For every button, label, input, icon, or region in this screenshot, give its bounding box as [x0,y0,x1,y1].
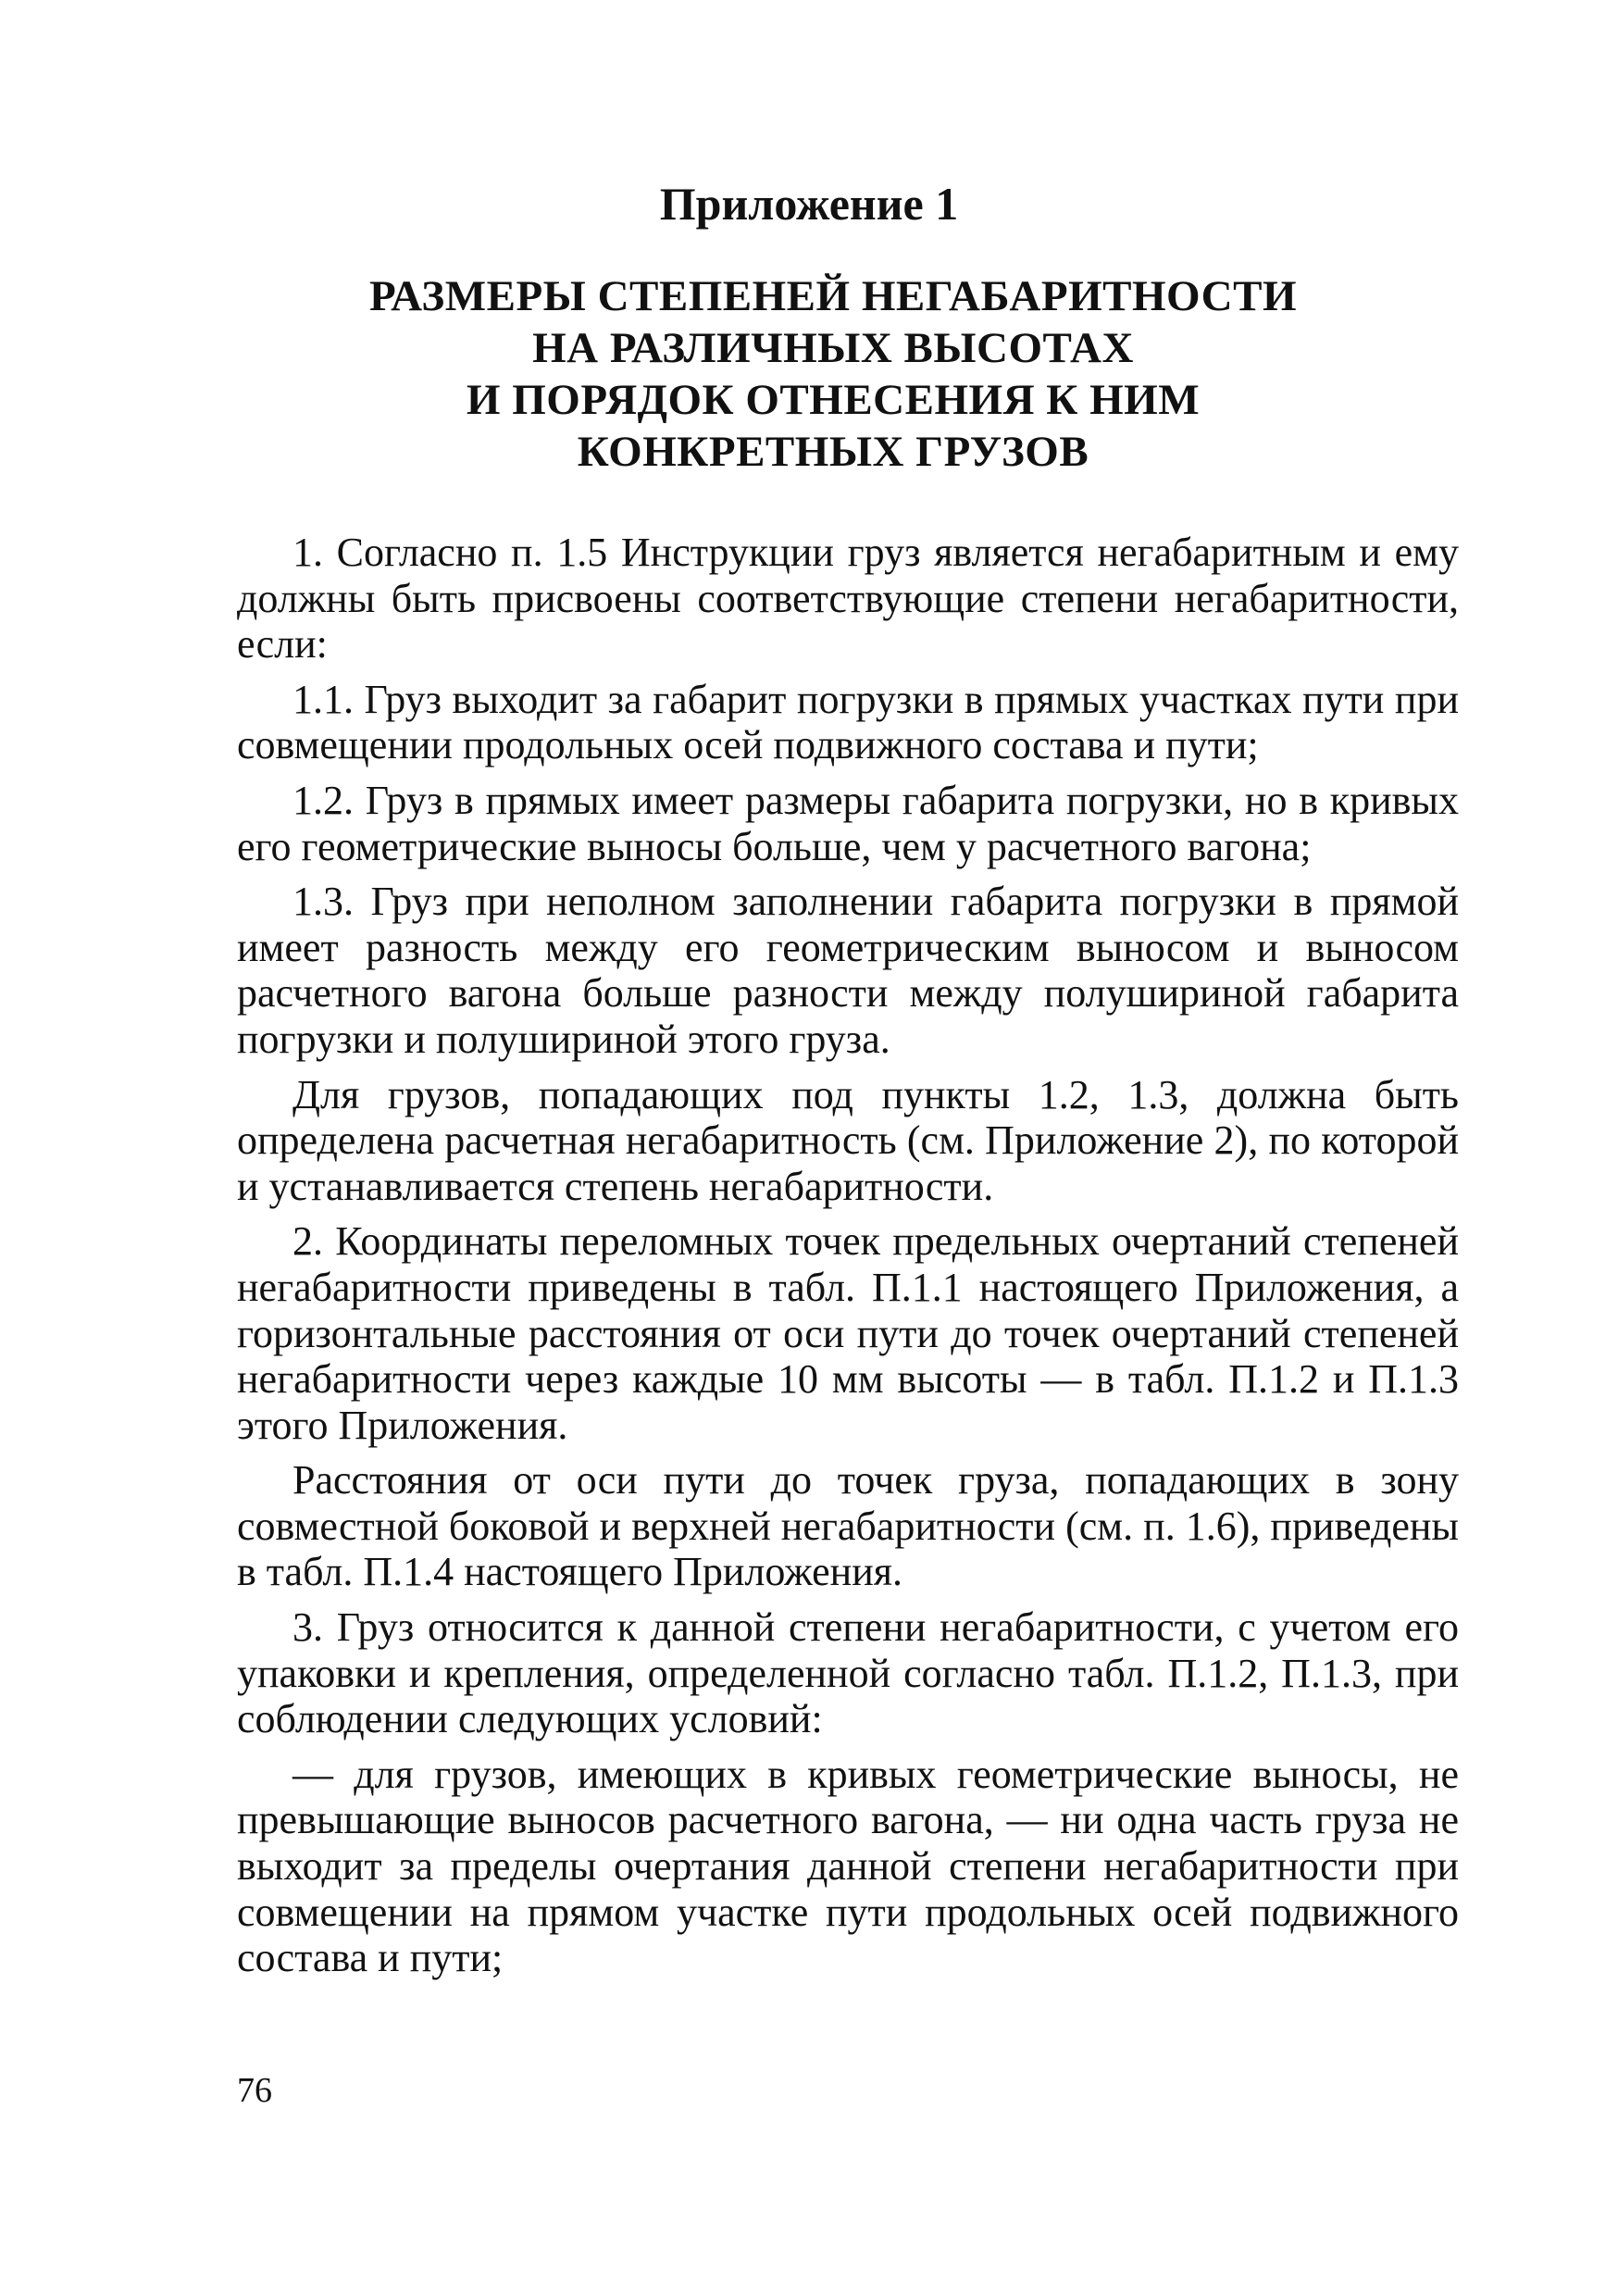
paragraph-condition: — для грузов, имеющих в кривых геометрические выносы, не превышающие выносов расчетного вагона, — ни одна часть груза не выходит за пределы очертания данной степени негабаритности при совмещении на прямом участке пути продольных осей подвижного состава и пути; [237,1751,1459,1981]
heading-line: НА РАЗЛИЧНЫХ ВЫСОТАХ [532,324,1134,372]
paragraph-distances: Расстояния от оси пути до точек груза, попадающих в зону совместной боковой и верхней негабаритности (см. п. 1.6), приведены в табл. П.1.4 настоящего Приложения. [237,1457,1459,1595]
main-heading [278,270,1388,478]
paragraph-3: 3. Груз относится к данной степени негабаритности, с учетом его упаковки и крепления, определенной согласно табл. П.1.2, П.1.3, при соблюдении следующих условий: [237,1604,1459,1742]
page-number: 76 [237,2071,272,2110]
heading-line: КОНКРЕТНЫХ ГРУЗОВ [577,428,1089,476]
paragraph-1-1: 1.1. Груз выходит за габарит погрузки в прямых участках пути при совмещении продольных осей подвижного состава и пути; [237,676,1459,768]
body-text [237,530,1459,1990]
paragraph-1-3: 1.3. Груз при неполном заполнении габарита погрузки в прямой имеет разность между его геометрическим выносом и выносом расчетного вагона больше разности между полушириной габарита погрузки и полушириной этого груза. [237,879,1459,1062]
heading-line: РАЗМЕРЫ СТЕПЕНЕЙ НЕГАБАРИТНОСТИ [368,272,1298,320]
paragraph-1-2: 1.2. Груз в прямых имеет размеры габарита погрузки, но в кривых его геометрические выносы больше, чем у расчетного вагона; [237,777,1459,869]
appendix-title: Приложение 1 [659,178,959,230]
paragraph-2: 2. Координаты переломных точек предельных очертаний степеней негабаритности приведены в табл. П.1.1 настоящего Приложения, а горизонтальные расстояния от оси пути до точек очертаний степеней негабаритности через каждые 10 мм высоты — в табл. П.1.2 и П.1.3 этого Приложения. [237,1218,1459,1448]
paragraph-calculated: Для грузов, попадающих под пункты 1.2, 1.3, должна быть определена расчетная негабаритность (см. Приложение 2), по которой и устанавливается степень негабаритности. [237,1071,1459,1209]
heading-line: И ПОРЯДОК ОТНЕСЕНИЯ К НИМ [466,376,1201,424]
paragraph-1: 1. Согласно п. 1.5 Инструкции груз является негабаритным и ему должны быть присвоены соответствующие степени негабаритности, если: [237,530,1459,668]
